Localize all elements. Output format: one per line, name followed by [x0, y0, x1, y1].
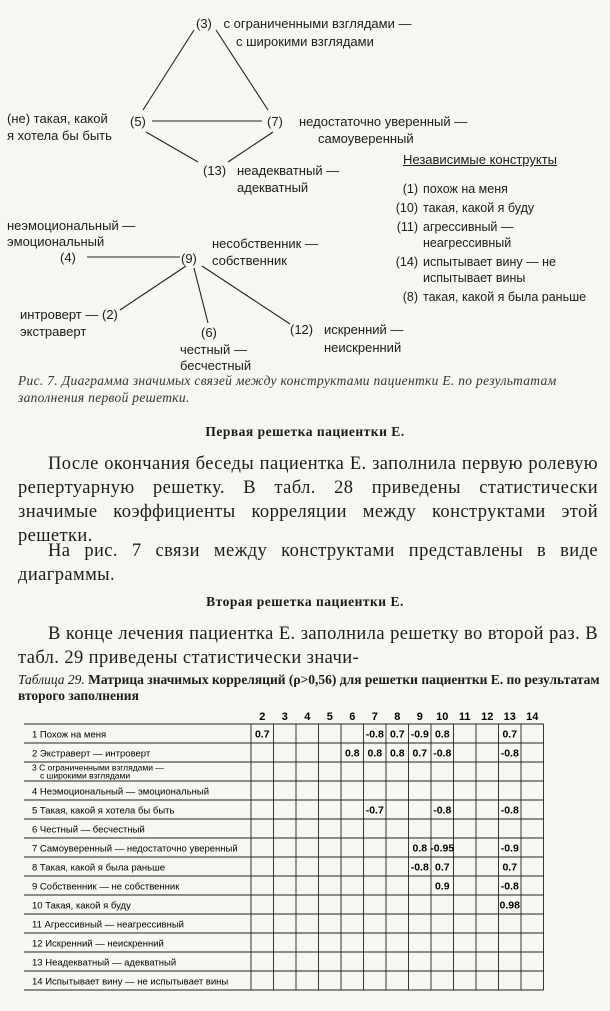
matrix-column-header: 2 — [259, 711, 266, 723]
paragraph-first-grid: После окончания беседы пациентка Е. заполнила первую ролевую репертуарную решетку. В табл. 28 приведены статистически значимые коэффициенты корреляции между конструктами этой решетки. — [18, 454, 598, 546]
matrix-column-header: 6 — [349, 711, 356, 723]
edge-9-2 — [120, 266, 186, 310]
matrix-cell-value: -0.8 — [433, 747, 452, 760]
independent-construct-number: (1) — [402, 182, 418, 196]
node-9-label-2: собственник — [212, 253, 287, 268]
independent-construct-number: (8) — [402, 290, 418, 304]
matrix-cell-value: -0.9 — [410, 728, 429, 741]
node-7-number: (7) — [267, 114, 283, 129]
edge-7-13 — [228, 132, 273, 162]
node-13-label-2: адекватный — [237, 180, 309, 195]
matrix-cell-value: -0.9 — [500, 842, 519, 855]
matrix-row-label: 10 Такая, какой я буду — [32, 900, 131, 912]
matrix-cell-value: 0.7 — [502, 861, 518, 874]
matrix-row-label: 14 Испытывает вину — не испытывает вины — [32, 976, 229, 988]
node-12-number: (12) — [290, 322, 314, 337]
node-9-number: (9) — [181, 251, 197, 266]
matrix-cell-value: 0.8 — [412, 842, 428, 855]
independent-construct-text: агрессивный — неагрессивный — [423, 220, 514, 250]
matrix-column-header: 13 — [503, 711, 516, 723]
matrix-row-label: 12 Искренний — неискренний — [32, 938, 164, 950]
section-heading-first-grid: Первая решетка пациентки Е. — [205, 424, 405, 439]
independent-construct-number: (14) — [395, 255, 418, 269]
independent-construct-item — [390, 219, 600, 251]
independent-construct-number: (11) — [396, 220, 418, 234]
independent-construct-number: (10) — [395, 201, 418, 215]
node-12-label-2: неискренний — [324, 340, 402, 355]
node-6-label-2: бесчестный — [180, 358, 252, 373]
node-6-number: (6) — [201, 325, 217, 340]
matrix-cell-value: -0.8 — [410, 861, 429, 874]
independent-construct-item — [390, 200, 600, 216]
matrix-row-label: 9 Собственник — не собственник — [32, 881, 180, 893]
matrix-cell-value: -0.8 — [500, 880, 519, 893]
node-6-label: честный — — [180, 342, 247, 357]
node-4-number: (4) — [60, 250, 76, 265]
paragraph-second-grid: В конце лечения пациентка Е. заполнила решетку во второй раз. В табл. 29 приведены статистически значи- — [18, 624, 598, 668]
node-9-label: несобственник — — [212, 236, 318, 251]
figure-caption: Рис. 7. Диаграмма значимых связей между конструктами пациентки Е. по результатам заполнения первой решетки. — [18, 373, 557, 405]
matrix-cell-value: 0.8 — [344, 747, 360, 760]
independent-construct-item — [390, 289, 600, 305]
matrix-row-label-continued: с широкими взглядами — [40, 770, 131, 781]
table-caption-title: Матрица значимых корреляций (ρ>0,56) для решетки пациентки Е. по результатам второго заполнения — [18, 672, 600, 703]
matrix-cell-value: 0.8 — [389, 747, 405, 760]
matrix-row-label: 3 С ограниченными взглядами — — [32, 762, 164, 773]
matrix-column-header: 4 — [304, 711, 311, 723]
node-3-number: (3) — [196, 16, 212, 31]
node-3 — [196, 16, 411, 32]
table-caption — [18, 672, 603, 704]
edge-5-13 — [146, 132, 198, 162]
independent-construct-item — [390, 181, 600, 197]
matrix-row-label: 2 Экстраверт — интроверт — [32, 748, 151, 760]
node-2-number: (2) — [101, 307, 118, 322]
node-13-number: (13) — [203, 163, 227, 178]
table-caption-number: Таблица 29. — [18, 672, 85, 687]
matrix-cell-value: 0.9 — [434, 880, 450, 893]
matrix-cell-value: 0.8 — [367, 747, 383, 760]
matrix-column-header: 9 — [416, 711, 423, 723]
node-4-label-2: эмоциональный — [7, 234, 105, 249]
matrix-row-label: 4 Неэмоциональный — эмоциональный — [32, 786, 210, 798]
matrix-cell-value: 0.7 — [412, 747, 428, 760]
matrix-column-header: 14 — [526, 711, 539, 723]
independent-constructs-title: Независимые конструкты — [403, 152, 557, 167]
matrix-row-label: 5 Такая, какой я хотела бы быть — [32, 805, 175, 817]
independent-construct-text: такая, какой я была раньше — [423, 290, 587, 304]
matrix-column-header: 10 — [436, 711, 449, 723]
node-5-number: (5) — [130, 114, 146, 129]
node-2-label-1: интроверт — — [20, 307, 99, 322]
matrix-row-label: 8 Такая, какой я была раньше — [32, 862, 165, 874]
matrix-row-label: 6 Честный — бесчестный — [32, 824, 145, 836]
independent-construct-text: испытывает вину — не испытывает вины — [423, 255, 556, 285]
edge-9-6 — [194, 268, 208, 323]
edge-9-12 — [202, 266, 290, 324]
node-3-label: с ограниченными взглядами — — [223, 16, 412, 31]
node-4-label: неэмоциональный — — [7, 218, 136, 233]
paragraph-diagram: На рис. 7 связи между конструктами представлены в виде диаграммы. — [18, 541, 598, 585]
matrix-cell-value: -0.8 — [500, 747, 519, 760]
matrix-row-label: 11 Агрессивный — неагрессивный — [32, 919, 184, 931]
node-2-label-2: экстраверт — [20, 324, 87, 339]
matrix-cell-value: 0.7 — [254, 728, 270, 741]
section-heading-second-grid: Вторая решетка пациентки Е. — [206, 594, 404, 609]
matrix-cell-value: -0.95 — [430, 842, 455, 855]
correlation-matrix-grid — [24, 710, 564, 1005]
matrix-cell-value: 0.7 — [502, 728, 518, 741]
independent-constructs-list — [390, 181, 600, 308]
node-7-label: недостаточно уверенный — — [299, 114, 468, 129]
matrix-row-label: 1 Похож на меня — [32, 729, 107, 741]
matrix-cell-value: 0.7 — [389, 728, 405, 741]
node-7-label-2: самоуверенный — [318, 131, 414, 146]
edge-3-5 — [143, 30, 194, 110]
matrix-cell-value: 0.8 — [434, 728, 450, 741]
node-12-label: искренний — — [324, 322, 404, 337]
independent-construct-text: похож на меня — [423, 182, 508, 196]
independent-construct-text: такая, какой я буду — [423, 201, 535, 215]
matrix-row-label: 13 Неадекватный — адекватный — [32, 957, 177, 969]
independent-construct-item — [390, 254, 600, 286]
matrix-column-header: 5 — [326, 711, 333, 723]
matrix-column-header: 12 — [481, 711, 494, 723]
matrix-row-label: 7 Самоуверенный — недостаточно уверенный — [32, 843, 238, 855]
matrix-cell-value: 0.7 — [434, 861, 450, 874]
matrix-cell-value: -0.7 — [365, 804, 384, 817]
matrix-cell-value: 0.98 — [499, 899, 520, 912]
matrix-cell-value: -0.8 — [365, 728, 384, 741]
matrix-column-header: 11 — [458, 711, 471, 723]
node-5-label: (не) такая, какой — [7, 111, 108, 126]
node-3-label-2: с широкими взглядами — [236, 34, 374, 49]
matrix-cell-value: -0.8 — [433, 804, 452, 817]
node-2-label — [20, 307, 118, 323]
node-13-label: неадекватный — — [237, 163, 340, 178]
matrix-column-header: 8 — [394, 711, 401, 723]
matrix-column-header: 7 — [371, 711, 378, 723]
node-5-label-2: я хотела бы быть — [7, 128, 112, 143]
matrix-column-header: 3 — [281, 711, 288, 723]
matrix-cell-value: -0.8 — [500, 804, 519, 817]
